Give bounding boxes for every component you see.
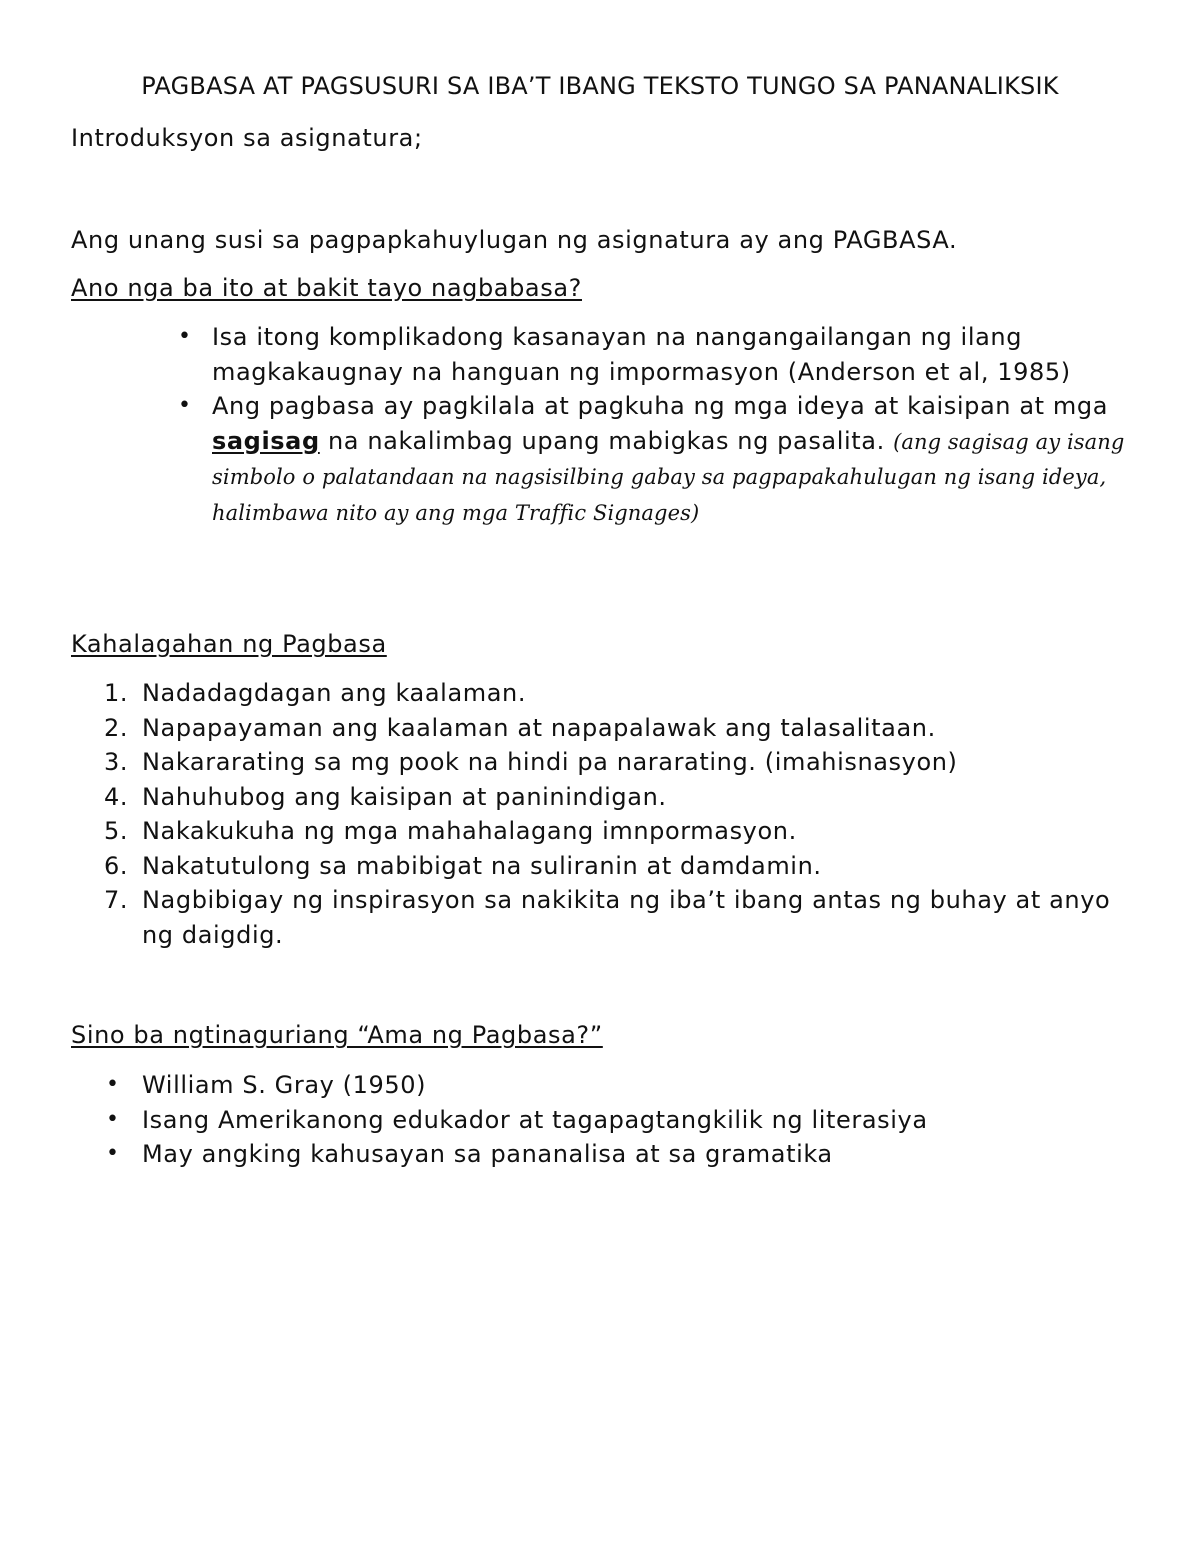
list-item-text: May angking kahusayan sa pananalisa at sa gramatika	[142, 1140, 833, 1168]
list-item	[100, 1068, 1140, 1103]
keyword-sagisag: sagisag	[212, 426, 320, 455]
list-item-text: Napapayaman ang kaalaman at napapalawak ang talasalitaan.	[142, 713, 936, 742]
list-item-text-cont: na nakalimbag upang mabigkas ng pasalita.	[319, 426, 894, 455]
list-item-text: Isang Amerikanong edukador at tagapagtangkilik ng literasiya	[142, 1105, 928, 1134]
importance-heading: Kahalagahan ng Pagbasa	[71, 630, 387, 658]
list-number: 6.	[104, 851, 129, 880]
bullet-icon: •	[178, 324, 192, 349]
list-item	[100, 814, 1140, 849]
bullet-icon: •	[178, 393, 192, 418]
document-title: PAGBASA AT PAGSUSURI SA IBA’T IBANG TEKSTO TUNGO SA PANANALIKSIK	[141, 72, 1059, 100]
list-item	[100, 883, 1140, 952]
list-number: 4.	[104, 782, 129, 811]
list-item-text: Nakararating sa mg pook na hindi pa nararating. (imahisnasyon)	[142, 748, 958, 776]
list-item	[100, 745, 1140, 780]
intro-line: Introduksyon sa asignatura;	[71, 124, 423, 152]
list-item	[100, 1137, 1140, 1172]
gray-bullet-list	[100, 1068, 1140, 1172]
list-number: 2.	[104, 713, 129, 742]
list-item-text: Isa itong komplikadong kasanayan na nangangailangan ng ilang magkakaugnay na hanguan ng impormasyon (Anderson et al, 1985)	[212, 323, 1071, 386]
list-item-text: Nakakukuha ng mga mahahalagang imnpormasyon.	[142, 817, 797, 845]
list-item-text: Nagbibigay ng inspirasyon sa nakikita ng iba’t ibang antas ng buhay at anyo ng daigdig.	[142, 886, 1111, 949]
list-item-text: Nakatutulong sa mabibigat na suliranin at damdamin.	[142, 851, 822, 880]
list-item	[172, 320, 1132, 389]
question-heading-2: Sino ba ngtinaguriang “Ama ng Pagbasa?”	[71, 1021, 603, 1049]
bullet-icon: •	[106, 1072, 120, 1097]
list-item-text: Ang pagbasa ay pagkilala at pagkuha ng mga ideya at kaisipan at mga	[212, 392, 1108, 420]
list-item-text: Nadadagdagan ang kaalaman.	[142, 679, 527, 707]
list-item-text: William S. Gray (1950)	[142, 1071, 427, 1099]
question-heading-1: Ano nga ba ito at bakit tayo nagbabasa?	[71, 274, 582, 302]
list-item	[100, 676, 1140, 711]
bullet-icon: •	[106, 1141, 120, 1166]
definition-note: (ang sagisag ay isang simbolo o palatandaan na nagsisilbing gabay sa pagpapakahulugan ng isang ideya, halimbawa nito ay ang mga Traffic Signages)	[212, 429, 1125, 525]
list-item	[172, 389, 1132, 530]
list-item	[100, 780, 1140, 815]
list-item	[100, 849, 1140, 884]
definition-bullet-list	[172, 320, 1132, 530]
importance-numbered-list	[100, 676, 1140, 952]
list-item	[100, 711, 1140, 746]
key-sentence: Ang unang susi sa pagpapkahuylugan ng asignatura ay ang PAGBASA.	[71, 226, 958, 254]
list-number: 3.	[104, 748, 129, 776]
list-item	[100, 1103, 1140, 1138]
list-item-text: Nahuhubog ang kaisipan at paninindigan.	[142, 782, 667, 811]
bullet-icon: •	[106, 1106, 120, 1132]
list-number: 7.	[104, 886, 129, 914]
list-number: 5.	[104, 817, 129, 845]
list-number: 1.	[104, 679, 129, 707]
